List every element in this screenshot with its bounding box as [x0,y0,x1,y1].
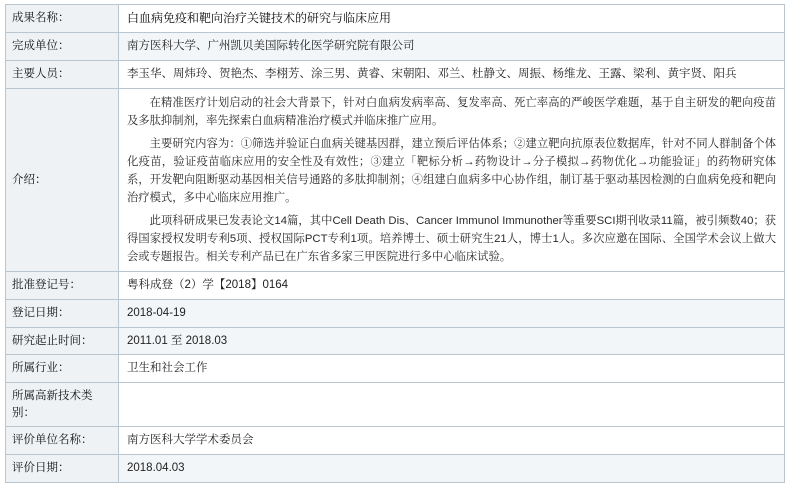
row-label-achievement-name: 成果名称： [6,5,119,33]
table-row [6,427,785,455]
row-label-industry: 所属行业： [6,355,119,383]
row-label-approval-number: 批准登记号： [6,272,119,300]
row-value-evaluation-unit: 南方医科大学学术委员会 [119,427,785,455]
table-row [6,5,785,33]
row-label-registration-date: 登记日期： [6,299,119,327]
table-row [6,299,785,327]
row-label-introduction: 介绍： [6,88,119,272]
row-value-evaluation-date: 2018.04.03 [119,455,785,483]
table-row [6,355,785,383]
table-row [6,61,785,89]
table-row [6,272,785,300]
row-value-achievement-name: 白血病免疫和靶向治疗关键技术的研究与临床应用 [119,5,785,33]
table-row [6,33,785,61]
row-label-research-period: 研究起止时间： [6,327,119,355]
row-label-main-personnel: 主要人员： [6,61,119,89]
row-label-evaluation-date: 评价日期： [6,455,119,483]
row-value-approval-number: 粤科成登（2）学【2018】0164 [119,272,785,300]
row-value-hightech-category [119,382,785,426]
row-value-research-period: 2011.01 至 2018.03 [119,327,785,355]
row-value-industry: 卫生和社会工作 [119,355,785,383]
introduction-paragraph-3: 此项科研成果已发表论文14篇，其中Cell Death Dis、Cancer Immunol Immunother等重要SCI期刊收录11篇，被引频数40；获得国家授权发明专利5项、授权国际PCT专利1项。培养博士、硕士研究生21人，博士1人。多次应邀在国际、全国学术会议上做大会或专题报告。相关专利产品已在广东省多家三甲医院进行多中心临床试验。 [127,215,776,264]
row-value-registration-date: 2018-04-19 [119,299,785,327]
row-label-hightech-category: 所属高新技术类别： [6,382,119,426]
row-label-completion-unit: 完成单位： [6,33,119,61]
table-row [6,382,785,426]
table-row-introduction [6,88,785,272]
row-value-introduction [119,88,785,272]
table-row [6,327,785,355]
introduction-paragraph-2: 主要研究内容为：①筛选并验证白血病关键基因群，建立预后评估体系；②建立靶向抗原表位数据库，针对不同人群制备个体化疫苗，验证疫苗临床应用的安全性及有效性；③建立「靶标分析→药物设计→分子模拟→药物优化→功能验证」的药物研究体系，开发靶向阻断驱动基因相关信号通路的多肽抑制剂；④组建白血病多中心协作组，制订基于驱动基因检测的白血病免疫和靶向治疗模式，多中心临床应用推广。 [127,137,776,205]
table-row [6,455,785,483]
row-label-evaluation-unit: 评价单位名称： [6,427,119,455]
record-table [5,4,785,483]
row-value-main-personnel: 李玉华、周炜玲、贺艳杰、李栩芳、涂三男、黄睿、宋朝阳、邓兰、杜静文、周振、杨维龙、王露、梁利、黄宇贤、阳兵 [119,61,785,89]
introduction-paragraph-1: 在精准医疗计划启动的社会大背景下，针对白血病发病率高、复发率高、死亡率高的严峻医学难题，基于自主研发的靶向疫苗及多肽抑制剂，率先探索白血病精准治疗模式并临床推广应用。 [127,96,776,127]
row-value-completion-unit: 南方医科大学、广州凯贝美国际转化医学研究院有限公司 [119,33,785,61]
